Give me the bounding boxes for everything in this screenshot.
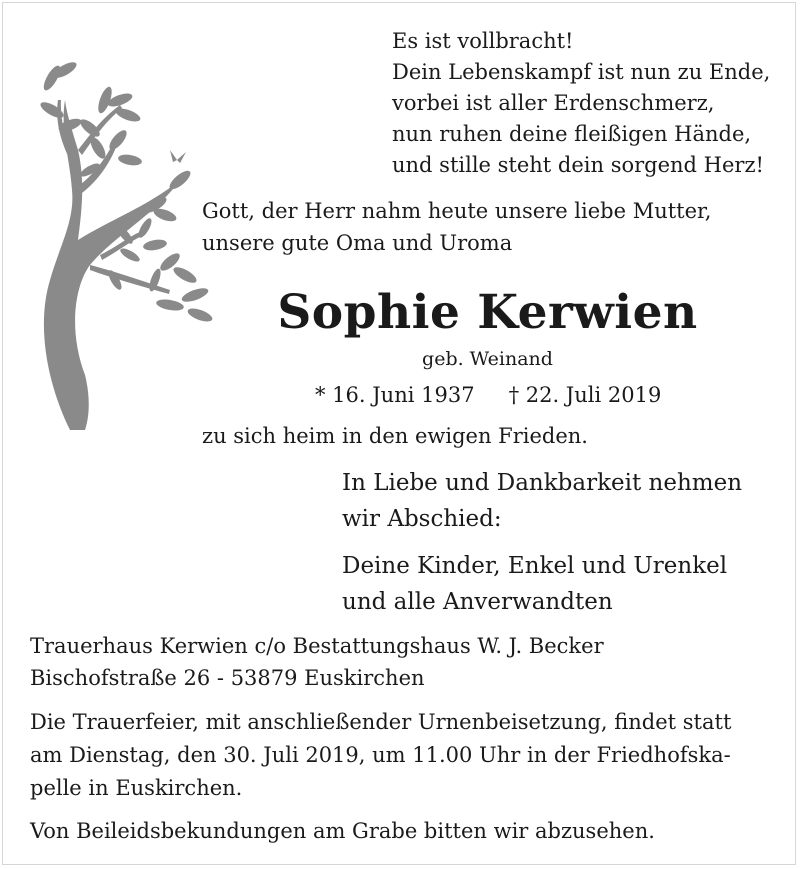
birth-date: * 16. Juni 1937 xyxy=(315,383,475,407)
maiden-name: geb. Weinand xyxy=(422,348,553,370)
mourners xyxy=(342,548,727,620)
intro-line: Gott, der Herr nahm heute unsere liebe Mutter, xyxy=(202,199,712,223)
poem-line: Es ist vollbracht! xyxy=(392,29,574,53)
intro-line: unsere gute Oma und Uroma xyxy=(202,231,513,255)
butterfly-icon xyxy=(170,150,186,163)
service-line: Die Trauerfeier, mit anschließender Urnenbeisetzung, findet statt xyxy=(30,710,732,734)
poem-line: vorbei ist aller Erdenschmerz, xyxy=(392,91,715,115)
address-line: Trauerhaus Kerwien c/o Bestattungshaus W. J. Becker xyxy=(30,634,604,658)
tree-illustration xyxy=(30,30,230,435)
poem-line: und stille steht dein sorgend Herz! xyxy=(392,153,764,177)
funeral-service-info xyxy=(30,706,770,805)
service-line: pelle in Euskirchen. xyxy=(30,776,243,800)
intro-text xyxy=(202,195,782,259)
farewell-line: In Liebe und Dankbarkeit nehmen xyxy=(342,470,743,496)
poem-line: nun ruhen deine fleißigen Hände, xyxy=(392,122,752,146)
mourning-address xyxy=(30,630,604,694)
mourners-line: Deine Kinder, Enkel und Urenkel xyxy=(342,553,728,579)
closing-line: zu sich heim in den ewigen Frieden. xyxy=(202,424,588,448)
life-dates xyxy=(315,380,661,410)
condolences-note: Von Beileidsbekundungen am Grabe bitten wir abzusehen. xyxy=(30,819,655,843)
poem-line: Dein Lebenskampf ist nun zu Ende, xyxy=(392,60,771,84)
poem xyxy=(392,26,792,181)
farewell-text xyxy=(342,465,742,537)
mourners-line: und alle Anverwandten xyxy=(342,589,613,615)
death-date: † 22. Juli 2019 xyxy=(508,383,662,407)
deceased-name: Sophie Kerwien xyxy=(277,285,698,340)
address-line: Bischofstraße 26 - 53879 Euskirchen xyxy=(30,666,425,690)
service-line: am Dienstag, den 30. Juli 2019, um 11.00 Uhr in der Friedhofska- xyxy=(30,743,731,767)
farewell-line: wir Abschied: xyxy=(342,506,502,532)
